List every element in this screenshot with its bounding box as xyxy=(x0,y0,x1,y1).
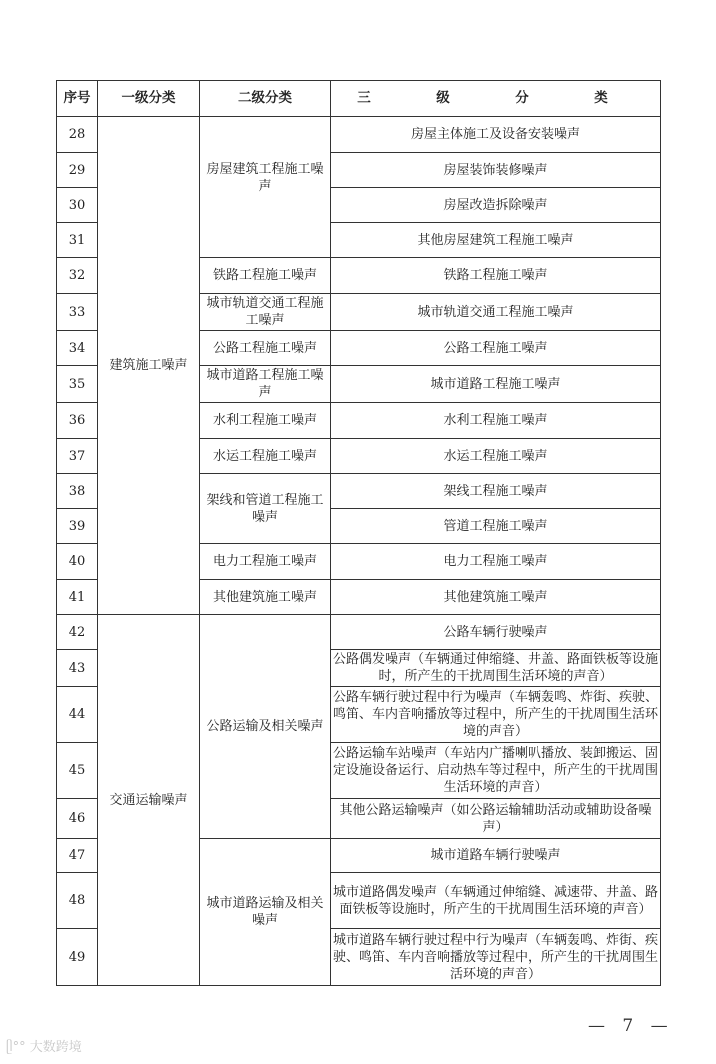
row-number: 36 xyxy=(57,403,98,439)
row-number: 35 xyxy=(57,366,98,403)
table-row xyxy=(57,615,661,650)
level2-cell: 水利工程施工噪声 xyxy=(200,403,331,439)
row-number: 43 xyxy=(57,650,98,687)
level2-cell: 公路工程施工噪声 xyxy=(200,331,331,366)
row-number: 28 xyxy=(57,117,98,153)
table-header-row xyxy=(57,81,661,117)
row-number: 45 xyxy=(57,743,98,799)
row-number: 37 xyxy=(57,439,98,474)
row-number: 49 xyxy=(57,929,98,986)
row-number: 48 xyxy=(57,873,98,929)
level2-cell: 公路运输及相关噪声 xyxy=(200,615,331,839)
watermark xyxy=(6,1036,82,1055)
level3-cell: 房屋装饰装修噪声 xyxy=(331,153,661,188)
row-number: 41 xyxy=(57,580,98,615)
level2-cell: 城市道路工程施工噪声 xyxy=(200,366,331,403)
level1-cell: 建筑施工噪声 xyxy=(98,117,200,615)
level2-cell: 水运工程施工噪声 xyxy=(200,439,331,474)
level1-cell: 交通运输噪声 xyxy=(98,615,200,986)
row-number: 30 xyxy=(57,188,98,223)
level3-cell: 城市道路偶发噪声（车辆通过伸缩缝、减速带、井盖、路面铁板等设施时，所产生的干扰周围生活环境的声音） xyxy=(331,873,661,929)
row-number: 33 xyxy=(57,294,98,331)
watermark-logo-icon: ᥫ°° xyxy=(6,1040,26,1055)
level3-cell: 公路运输车站噪声（车站内广播喇叭播放、装卸搬运、固定设施设备运行、启动热车等过程中，所产生的干扰周围生活环境的声音） xyxy=(331,743,661,799)
level3-cell: 公路车辆行驶过程中行为噪声（车辆轰鸣、炸街、疾驶、鸣笛、车内音响播放等过程中，所产生的干扰周围生活环境的声音） xyxy=(331,687,661,743)
row-number: 47 xyxy=(57,839,98,873)
level3-cell: 电力工程施工噪声 xyxy=(331,544,661,580)
header-level3: 三 级 分 类 xyxy=(331,81,661,117)
level2-cell: 铁路工程施工噪声 xyxy=(200,258,331,294)
row-number: 44 xyxy=(57,687,98,743)
level3-cell: 管道工程施工噪声 xyxy=(331,509,661,544)
level3-cell: 城市道路车辆行驶过程中行为噪声（车辆轰鸣、炸街、疾驶、鸣笛、车内音响播放等过程中，所产生的干扰周围生活环境的声音） xyxy=(331,929,661,986)
row-number: 42 xyxy=(57,615,98,650)
level2-cell: 电力工程施工噪声 xyxy=(200,544,331,580)
level3-cell: 铁路工程施工噪声 xyxy=(331,258,661,294)
header-serial-number: 序号 xyxy=(57,81,98,117)
level3-cell: 架线工程施工噪声 xyxy=(331,474,661,509)
row-number: 32 xyxy=(57,258,98,294)
level2-cell: 城市轨道交通工程施工噪声 xyxy=(200,294,331,331)
row-number: 31 xyxy=(57,223,98,258)
header-level2: 二级分类 xyxy=(200,81,331,117)
level3-cell: 其他公路运输噪声（如公路运输辅助活动或辅助设备噪声） xyxy=(331,799,661,839)
header-level1: 一级分类 xyxy=(98,81,200,117)
noise-classification-table xyxy=(56,80,661,986)
watermark-text: 大数跨境 xyxy=(29,1040,82,1055)
level2-cell: 房屋建筑工程施工噪声 xyxy=(200,117,331,258)
level3-cell: 城市道路工程施工噪声 xyxy=(331,366,661,403)
row-number: 29 xyxy=(57,153,98,188)
level3-cell: 水利工程施工噪声 xyxy=(331,403,661,439)
row-number: 34 xyxy=(57,331,98,366)
row-number: 38 xyxy=(57,474,98,509)
level3-cell: 其他房屋建筑工程施工噪声 xyxy=(331,223,661,258)
row-number: 46 xyxy=(57,799,98,839)
level3-cell: 房屋改造拆除噪声 xyxy=(331,188,661,223)
level3-cell: 公路工程施工噪声 xyxy=(331,331,661,366)
level3-cell: 其他建筑施工噪声 xyxy=(331,580,661,615)
level2-cell: 城市道路运输及相关噪声 xyxy=(200,839,331,986)
level3-cell: 城市轨道交通工程施工噪声 xyxy=(331,294,661,331)
row-number: 39 xyxy=(57,509,98,544)
level3-cell: 城市道路车辆行驶噪声 xyxy=(331,839,661,873)
row-number: 40 xyxy=(57,544,98,580)
page-number: — 7 — xyxy=(588,1016,674,1036)
level3-cell: 水运工程施工噪声 xyxy=(331,439,661,474)
level2-cell: 架线和管道工程施工噪声 xyxy=(200,474,331,544)
level3-cell: 公路车辆行驶噪声 xyxy=(331,615,661,650)
level3-cell: 房屋主体施工及设备安装噪声 xyxy=(331,117,661,153)
level3-cell: 公路偶发噪声（车辆通过伸缩缝、井盖、路面铁板等设施时，所产生的干扰周围生活环境的声音） xyxy=(331,650,661,687)
table-row xyxy=(57,117,661,153)
level2-cell: 其他建筑施工噪声 xyxy=(200,580,331,615)
